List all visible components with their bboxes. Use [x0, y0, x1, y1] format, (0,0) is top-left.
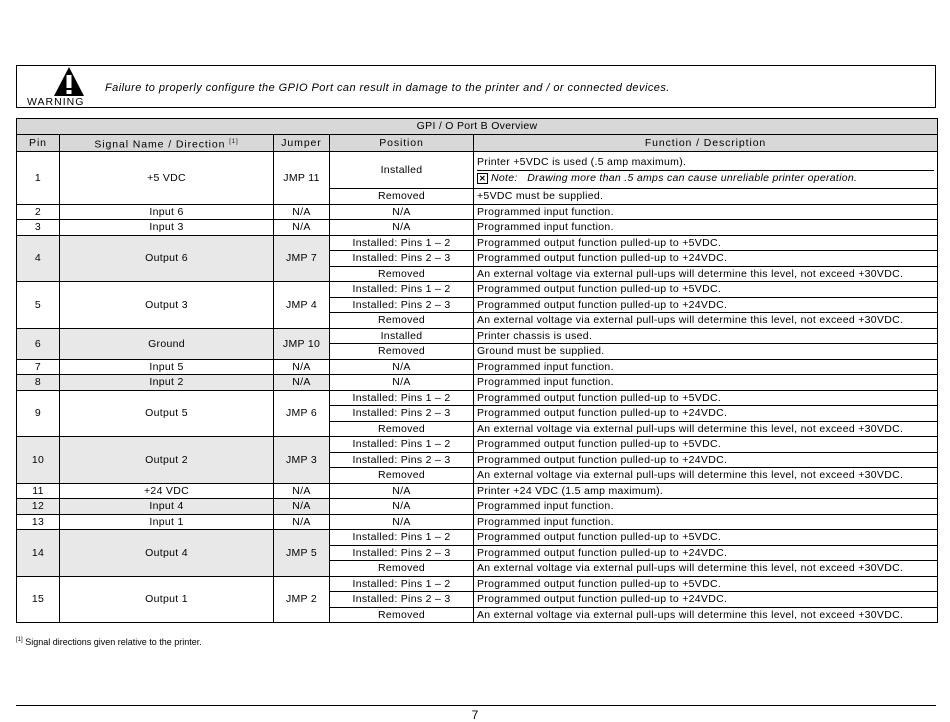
function-cell: Programmed output function pulled-up to +5VDC.	[474, 235, 938, 251]
jumper-cell: N/A	[274, 375, 330, 391]
pin-cell: 5	[17, 282, 60, 329]
position-cell: Removed	[330, 468, 474, 484]
jumper-cell: JMP 10	[274, 328, 330, 359]
table-row	[17, 204, 938, 220]
jumper-cell: N/A	[274, 483, 330, 499]
function-cell: Programmed input function.	[474, 514, 938, 530]
position-cell: N/A	[330, 483, 474, 499]
position-cell: Removed	[330, 313, 474, 329]
signal-cell: Output 5	[60, 390, 274, 437]
note-checkbox-icon: ✕	[478, 174, 486, 183]
jumper-cell: JMP 11	[274, 152, 330, 205]
pin-cell: 6	[17, 328, 60, 359]
warning-box	[16, 65, 936, 108]
function-cell: Programmed input function.	[474, 359, 938, 375]
function-cell: An external voltage via external pull-ups will determine this level, not exceed +30VDC.	[474, 561, 938, 577]
table-row	[17, 514, 938, 530]
table-title: GPI / O Port B Overview	[17, 119, 938, 135]
position-cell: N/A	[330, 375, 474, 391]
header-signal	[60, 134, 274, 152]
function-cell: Printer +24 VDC (1.5 amp maximum).	[474, 483, 938, 499]
header-signal-footnote-mark: [1]	[229, 138, 239, 145]
position-cell: Installed	[330, 328, 474, 344]
function-cell: Programmed input function.	[474, 499, 938, 515]
table-body	[17, 152, 938, 623]
function-cell: Programmed output function pulled-up to +24VDC.	[474, 297, 938, 313]
signal-cell: Input 3	[60, 220, 274, 236]
position-cell: Installed: Pins 2 – 3	[330, 592, 474, 608]
pin-cell: 11	[17, 483, 60, 499]
function-cell: Ground must be supplied.	[474, 344, 938, 360]
pin-cell: 14	[17, 530, 60, 577]
position-cell: Installed: Pins 2 – 3	[330, 452, 474, 468]
pin-cell: 1	[17, 152, 60, 205]
position-cell: N/A	[330, 220, 474, 236]
function-cell: Programmed output function pulled-up to +5VDC.	[474, 437, 938, 453]
function-cell: Programmed output function pulled-up to +5VDC.	[474, 530, 938, 546]
note-line	[477, 170, 934, 185]
function-cell: Programmed output function pulled-up to +24VDC.	[474, 545, 938, 561]
position-cell: Removed	[330, 189, 474, 205]
table-row	[17, 576, 938, 592]
table-row	[17, 220, 938, 236]
jumper-cell: N/A	[274, 220, 330, 236]
function-cell: Programmed output function pulled-up to +5VDC.	[474, 390, 938, 406]
pin-cell: 12	[17, 499, 60, 515]
signal-cell: Input 6	[60, 204, 274, 220]
function-cell: An external voltage via external pull-ups will determine this level, not exceed +30VDC.	[474, 421, 938, 437]
pin-cell: 13	[17, 514, 60, 530]
pin-cell: 7	[17, 359, 60, 375]
signal-cell: Output 3	[60, 282, 274, 329]
position-cell: Installed: Pins 2 – 3	[330, 406, 474, 422]
footnote	[16, 637, 202, 647]
signal-cell: Output 2	[60, 437, 274, 484]
pin-cell: 4	[17, 235, 60, 282]
position-cell: Installed: Pins 1 – 2	[330, 437, 474, 453]
function-cell: Printer chassis is used.	[474, 328, 938, 344]
warning-label: WARNING	[27, 96, 85, 108]
position-cell: N/A	[330, 499, 474, 515]
signal-cell: Output 1	[60, 576, 274, 623]
pin-cell: 8	[17, 375, 60, 391]
warning-text: Failure to properly configure the GPIO Port can result in damage to the printer and / or connected devices.	[105, 82, 670, 94]
signal-cell: Ground	[60, 328, 274, 359]
jumper-cell: N/A	[274, 499, 330, 515]
footnote-mark: [1]	[16, 637, 23, 643]
jumper-cell: JMP 2	[274, 576, 330, 623]
header-pin: Pin	[17, 134, 60, 152]
signal-cell: Input 4	[60, 499, 274, 515]
position-cell: Installed: Pins 2 – 3	[330, 545, 474, 561]
table-row	[17, 152, 938, 189]
function-cell: Programmed output function pulled-up to +24VDC.	[474, 452, 938, 468]
function-cell: An external voltage via external pull-ups will determine this level, not exceed +30VDC.	[474, 607, 938, 623]
position-cell: N/A	[330, 204, 474, 220]
footer-rule	[16, 705, 936, 706]
signal-cell: Input 5	[60, 359, 274, 375]
note-text: Drawing more than .5 amps can cause unreliable printer operation.	[527, 172, 858, 184]
function-cell: An external voltage via external pull-ups will determine this level, not exceed +30VDC.	[474, 266, 938, 282]
jumper-cell: N/A	[274, 514, 330, 530]
position-cell: Installed: Pins 1 – 2	[330, 282, 474, 298]
footnote-text: Signal directions given relative to the printer.	[25, 637, 202, 647]
table-row	[17, 375, 938, 391]
jumper-cell: JMP 4	[274, 282, 330, 329]
pin-cell: 10	[17, 437, 60, 484]
table-row	[17, 235, 938, 251]
table-row	[17, 328, 938, 344]
position-cell: Removed	[330, 266, 474, 282]
position-cell: Installed: Pins 1 – 2	[330, 235, 474, 251]
header-jumper: Jumper	[274, 134, 330, 152]
jumper-cell: N/A	[274, 204, 330, 220]
function-cell: Programmed output function pulled-up to +24VDC.	[474, 592, 938, 608]
table-row	[17, 390, 938, 406]
table-row	[17, 499, 938, 515]
table-row	[17, 437, 938, 453]
position-cell: Installed	[330, 152, 474, 189]
jumper-cell: N/A	[274, 359, 330, 375]
pin-cell: 2	[17, 204, 60, 220]
header-function: Function / Description	[474, 134, 938, 152]
gpio-port-b-table	[16, 118, 938, 623]
signal-cell: Input 1	[60, 514, 274, 530]
function-cell: Programmed output function pulled-up to +5VDC.	[474, 282, 938, 298]
table-row	[17, 530, 938, 546]
function-cell: +5VDC must be supplied.	[474, 189, 938, 205]
page-number: 7	[471, 708, 479, 722]
signal-cell: Output 4	[60, 530, 274, 577]
pin-cell: 15	[17, 576, 60, 623]
position-cell: Installed: Pins 1 – 2	[330, 576, 474, 592]
position-cell: Installed: Pins 1 – 2	[330, 390, 474, 406]
signal-cell: +5 VDC	[60, 152, 274, 205]
pin-cell: 9	[17, 390, 60, 437]
table-row	[17, 359, 938, 375]
position-cell: Removed	[330, 421, 474, 437]
function-cell: Programmed input function.	[474, 375, 938, 391]
header-position: Position	[330, 134, 474, 152]
position-cell: N/A	[330, 359, 474, 375]
signal-cell: Output 6	[60, 235, 274, 282]
function-cell: An external voltage via external pull-ups will determine this level, not exceed +30VDC.	[474, 468, 938, 484]
note-label: Note:	[491, 172, 518, 184]
function-cell: Programmed output function pulled-up to +24VDC.	[474, 406, 938, 422]
header-signal-label: Signal Name / Direction	[94, 138, 226, 150]
function-cell: Programmed input function.	[474, 220, 938, 236]
jumper-cell: JMP 5	[274, 530, 330, 577]
function-cell	[474, 152, 938, 189]
position-cell: Removed	[330, 344, 474, 360]
position-cell: Installed: Pins 2 – 3	[330, 251, 474, 267]
function-cell: Programmed output function pulled-up to +5VDC.	[474, 576, 938, 592]
table-row	[17, 282, 938, 298]
position-cell: N/A	[330, 514, 474, 530]
jumper-cell: JMP 7	[274, 235, 330, 282]
jumper-cell: JMP 6	[274, 390, 330, 437]
table-row	[17, 483, 938, 499]
function-text: Printer +5VDC is used (.5 amp maximum).	[477, 156, 687, 168]
jumper-cell: JMP 3	[274, 437, 330, 484]
function-cell: Programmed input function.	[474, 204, 938, 220]
position-cell: Installed: Pins 2 – 3	[330, 297, 474, 313]
position-cell: Removed	[330, 561, 474, 577]
pin-cell: 3	[17, 220, 60, 236]
signal-cell: +24 VDC	[60, 483, 274, 499]
position-cell: Removed	[330, 607, 474, 623]
function-cell: An external voltage via external pull-ups will determine this level, not exceed +30VDC.	[474, 313, 938, 329]
position-cell: Installed: Pins 1 – 2	[330, 530, 474, 546]
signal-cell: Input 2	[60, 375, 274, 391]
function-cell: Programmed output function pulled-up to +24VDC.	[474, 251, 938, 267]
